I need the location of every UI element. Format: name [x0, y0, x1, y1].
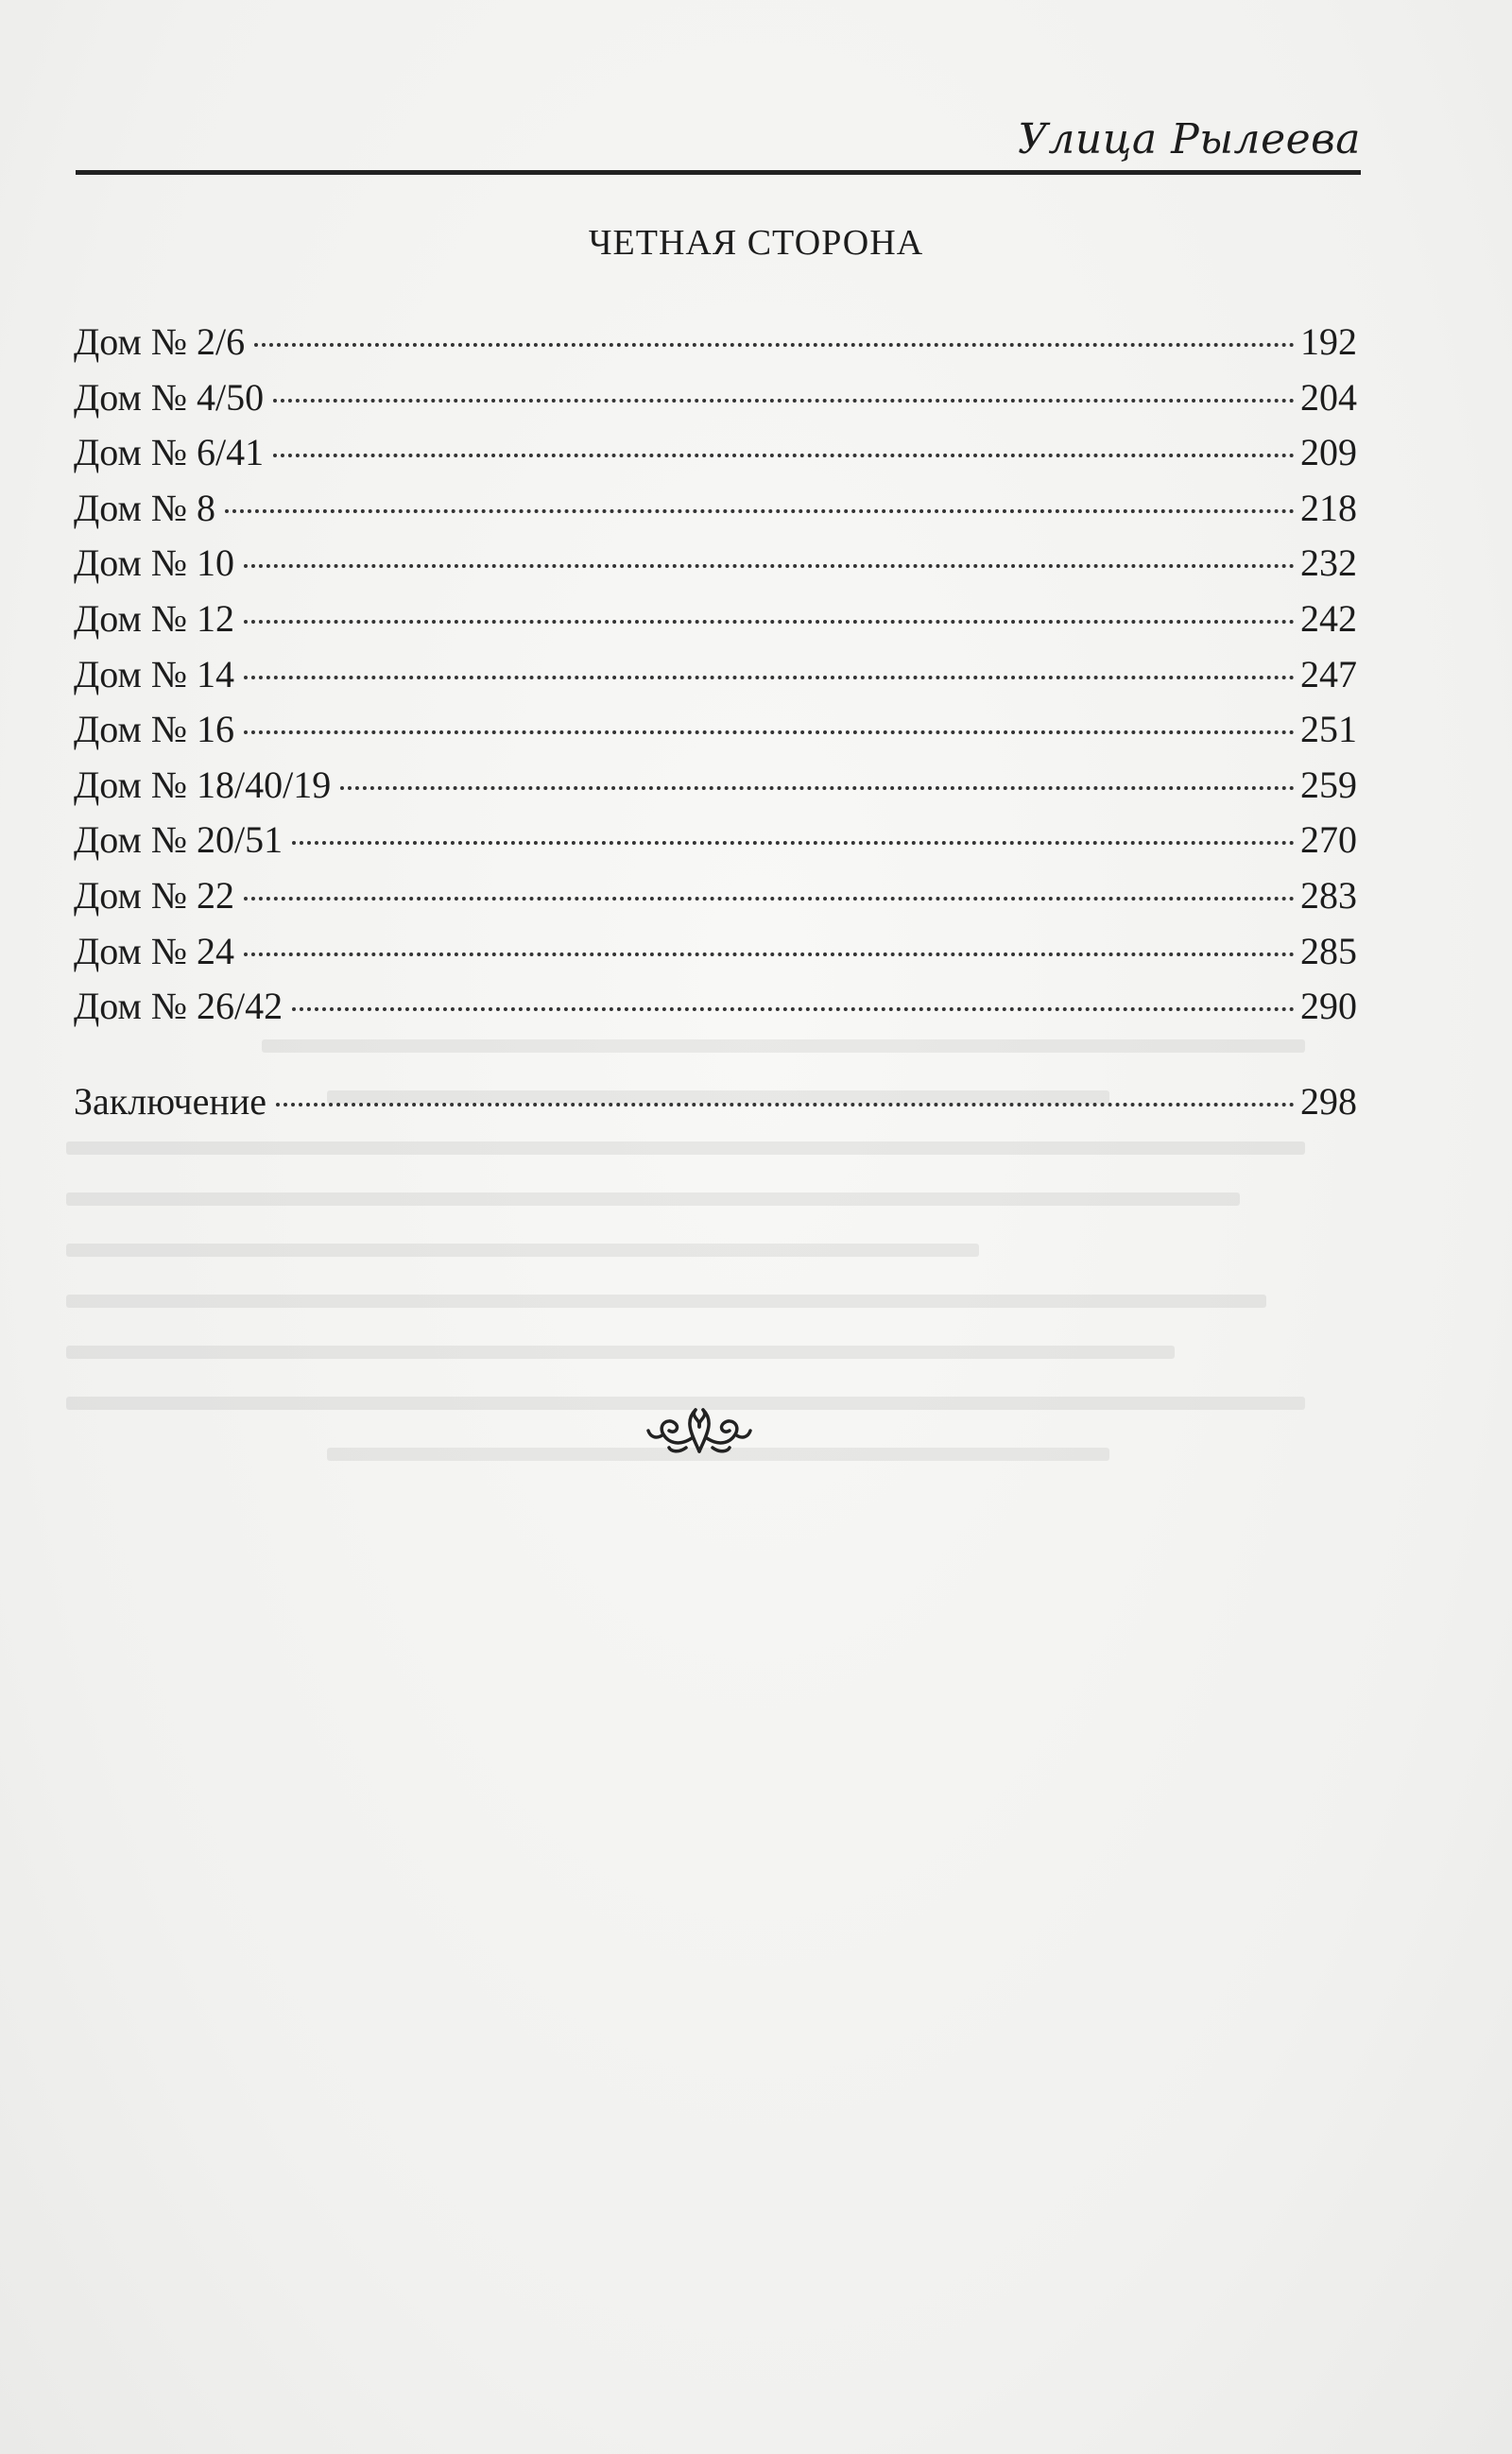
section-title: ЧЕТНАЯ СТОРОНА: [588, 223, 924, 263]
toc-entry: [74, 763, 1357, 818]
toc-entry-page: 242: [1300, 596, 1357, 640]
toc-entry: [74, 541, 1357, 596]
dot-leader: [292, 1007, 1295, 1011]
floral-ornament-icon: [643, 1397, 756, 1463]
toc-entry: [74, 375, 1357, 431]
show-through-texture: [66, 1039, 1370, 2362]
toc-entry-label: Дом № 2/6: [74, 320, 246, 363]
dot-leader: [244, 952, 1295, 956]
toc-entry-page: 247: [1300, 652, 1357, 695]
toc-entry-label: Дом № 12: [74, 596, 234, 640]
dot-leader: [244, 676, 1295, 679]
toc-entry: [74, 430, 1357, 486]
toc-entry: [74, 929, 1357, 985]
toc-entry-label: Дом № 26/42: [74, 985, 284, 1028]
toc-entry-label: Дом № 24: [74, 929, 234, 972]
toc-entry-page: 232: [1300, 541, 1357, 585]
toc-entry-page: 192: [1300, 320, 1357, 363]
toc-entry: [74, 817, 1357, 873]
dot-leader: [276, 1103, 1295, 1107]
dot-leader: [244, 620, 1295, 624]
dot-leader: [225, 509, 1295, 513]
toc-entry-label: Дом № 6/41: [74, 431, 265, 474]
toc-entry: [74, 707, 1357, 763]
toc-entry-label: Дом № 14: [74, 652, 234, 695]
toc-entry: [74, 319, 1357, 375]
dot-leader: [254, 343, 1295, 347]
dot-leader: [340, 786, 1295, 790]
toc-entry-page: 298: [1300, 1079, 1357, 1123]
toc-entry-label: Дом № 22: [74, 873, 234, 917]
toc-entry-page: 285: [1300, 929, 1357, 972]
toc-entry-page: 270: [1300, 818, 1357, 862]
dot-leader: [273, 399, 1295, 403]
header-rule: [76, 170, 1361, 175]
dot-leader: [273, 454, 1295, 457]
toc-entry-label: Дом № 8: [74, 486, 215, 529]
dot-leader: [244, 564, 1295, 568]
toc-entry-label: Дом № 20/51: [74, 818, 284, 862]
toc-entry-label: Дом № 18/40/19: [74, 763, 332, 806]
dot-leader: [292, 841, 1295, 845]
toc-entry: [74, 652, 1357, 708]
toc-entry-page: 251: [1300, 708, 1357, 751]
toc-entry-page: 204: [1300, 375, 1357, 419]
dot-leader: [244, 730, 1295, 734]
toc-entry: [74, 486, 1357, 541]
toc-entry-page: 283: [1300, 873, 1357, 917]
toc-entry-conclusion: [74, 1079, 1357, 1135]
toc-entry-page: 259: [1300, 763, 1357, 806]
toc-entry-page: 218: [1300, 486, 1357, 529]
toc-entry: [74, 984, 1357, 1039]
toc-entry-label: Заключение: [74, 1079, 266, 1123]
dot-leader: [244, 897, 1295, 901]
toc-entry-page: 209: [1300, 431, 1357, 474]
table-of-contents: [74, 319, 1357, 1134]
running-header-title: Улица Рылеева: [1018, 115, 1361, 163]
toc-entry-label: Дом № 10: [74, 541, 234, 585]
toc-entry: [74, 873, 1357, 929]
toc-entry-page: 290: [1300, 985, 1357, 1028]
toc-entry-label: Дом № 4/50: [74, 375, 265, 419]
toc-entry-label: Дом № 16: [74, 708, 234, 751]
toc-entry: [74, 596, 1357, 652]
